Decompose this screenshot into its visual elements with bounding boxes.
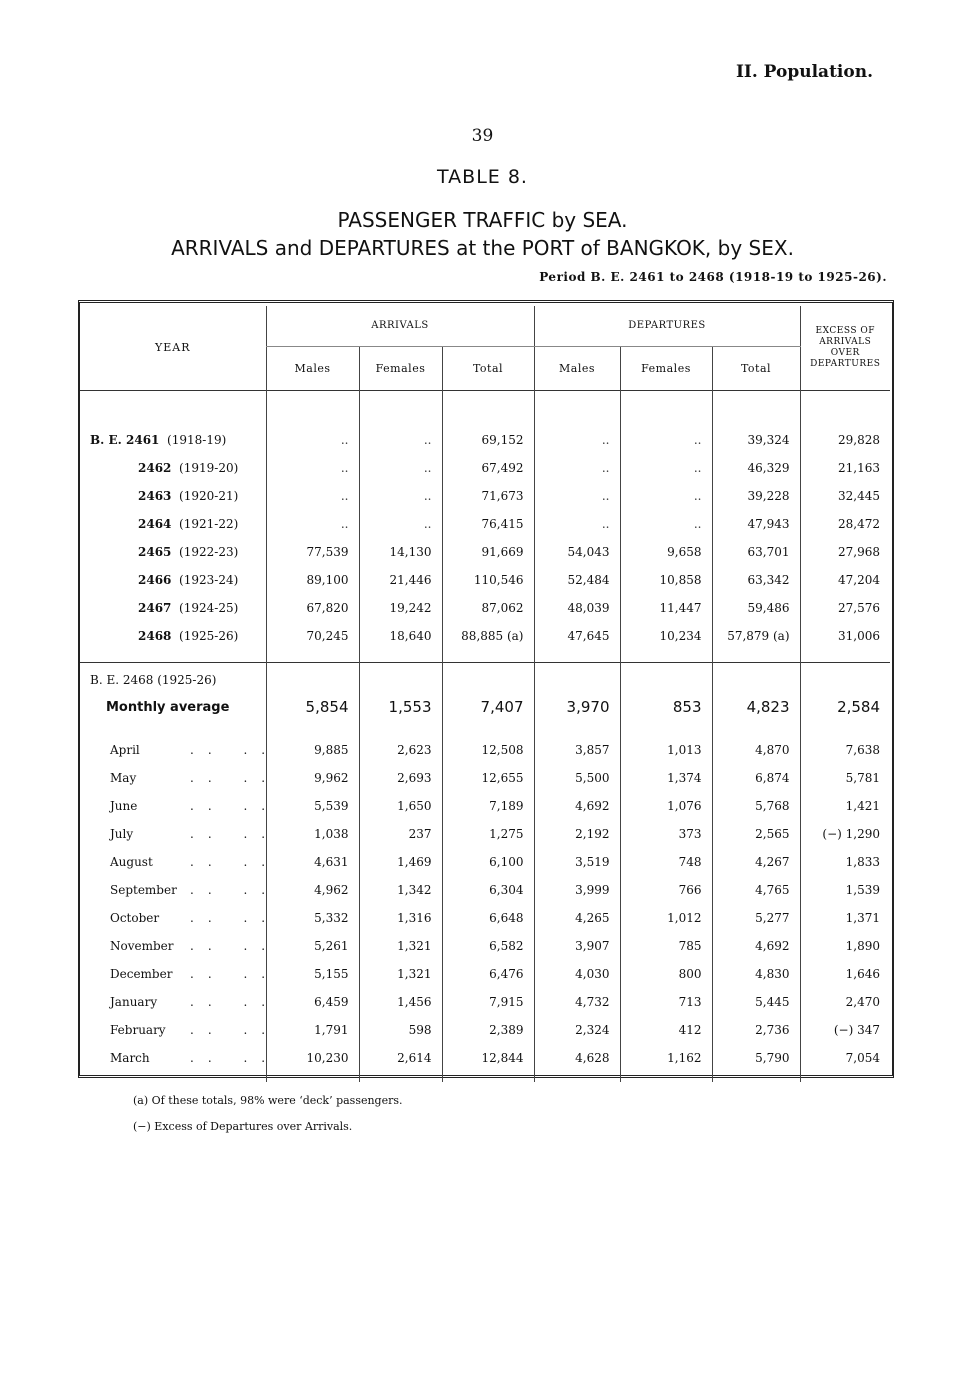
departures-males: 5,500 xyxy=(534,764,620,792)
departures-females: .. xyxy=(620,426,712,454)
arrivals-total: 1,275 xyxy=(442,820,534,848)
arrivals-males: .. xyxy=(266,510,359,538)
monthly-year-label: B. E. 2468 (1925-26) xyxy=(80,662,266,692)
departures-males: 4,265 xyxy=(534,904,620,932)
arrivals-males: 77,539 xyxy=(266,538,359,566)
excess-header-line3: OVER xyxy=(830,347,860,358)
month-label: June xyxy=(110,799,138,813)
page-number: 39 xyxy=(471,126,494,146)
departures-males: 54,043 xyxy=(534,538,620,566)
month-label: January xyxy=(110,995,158,1009)
leader-dots: .. .. xyxy=(190,743,280,757)
monthly-rows xyxy=(80,662,890,736)
annual-rows xyxy=(80,390,890,662)
excess-header xyxy=(800,306,890,390)
arrivals-males: 67,820 xyxy=(266,594,359,622)
departures-females: 785 xyxy=(620,932,712,960)
arrivals-females: 2,693 xyxy=(359,764,442,792)
leader-dots: .. .. xyxy=(190,883,280,897)
arrivals-males: 70,245 xyxy=(266,622,359,650)
excess-value: 27,576 xyxy=(800,594,890,622)
year-label: 2465 (1922-23) xyxy=(138,545,239,559)
departures-females: 748 xyxy=(620,848,712,876)
table-row xyxy=(80,538,890,566)
arrivals-males: 5,155 xyxy=(266,960,359,988)
arrivals-total: 69,152 xyxy=(442,426,534,454)
month-label: April xyxy=(110,743,140,757)
departures-total: 4,870 xyxy=(712,736,800,764)
departures-males: 4,628 xyxy=(534,1044,620,1072)
departures-females: 11,447 xyxy=(620,594,712,622)
arrivals-males: 5,539 xyxy=(266,792,359,820)
arrivals-females: 14,130 xyxy=(359,538,442,566)
departures-total: 5,768 xyxy=(712,792,800,820)
month-label: May xyxy=(110,771,137,785)
arrivals-total: 6,100 xyxy=(442,848,534,876)
arrivals-females: 19,242 xyxy=(359,594,442,622)
year-column-header: YEAR xyxy=(154,341,191,355)
departures-males: 47,645 xyxy=(534,622,620,650)
excess-value: 31,006 xyxy=(800,622,890,650)
month-label-cell xyxy=(80,988,280,1016)
departures-total: 57,879 (a) xyxy=(712,622,800,650)
departures-females: 412 xyxy=(620,1016,712,1044)
arrivals-males: .. xyxy=(266,426,359,454)
excess-header-line4: DEPARTURES xyxy=(810,358,881,369)
departures-males: 4,692 xyxy=(534,792,620,820)
table-row xyxy=(80,482,890,510)
excess-value: 1,890 xyxy=(800,932,890,960)
departures-total: 5,790 xyxy=(712,1044,800,1072)
footnotes xyxy=(133,1088,403,1140)
departures-males: .. xyxy=(534,482,620,510)
leader-dots: .. .. xyxy=(190,911,280,925)
arrivals-females: 1,342 xyxy=(359,876,442,904)
arrivals-males: 5,261 xyxy=(266,932,359,960)
month-row xyxy=(80,904,890,932)
month-label-cell xyxy=(80,932,280,960)
footnote-a: (a) Of these totals, 98% were ‘deck’ passengers. xyxy=(133,1094,403,1107)
avg-arrivals-females: 1,553 xyxy=(359,692,442,722)
departures-total: 59,486 xyxy=(712,594,800,622)
departures-males: .. xyxy=(534,454,620,482)
year-label: 2466 (1923-24) xyxy=(138,573,239,587)
month-label-cell xyxy=(80,1044,280,1072)
month-label: February xyxy=(110,1023,166,1037)
arrivals-total: 7,915 xyxy=(442,988,534,1016)
arrivals-females-header: Females xyxy=(359,346,442,390)
month-row xyxy=(80,876,890,904)
excess-value: 2,470 xyxy=(800,988,890,1016)
arrivals-males: 10,230 xyxy=(266,1044,359,1072)
excess-value: 5,781 xyxy=(800,764,890,792)
year-label: 2463 (1920-21) xyxy=(138,489,239,503)
arrivals-total: 91,669 xyxy=(442,538,534,566)
departures-total: 46,329 xyxy=(712,454,800,482)
excess-value: 1,421 xyxy=(800,792,890,820)
departures-males: 2,192 xyxy=(534,820,620,848)
departures-total: 47,943 xyxy=(712,510,800,538)
month-label: December xyxy=(110,967,173,981)
excess-value: 1,833 xyxy=(800,848,890,876)
departures-total: 2,565 xyxy=(712,820,800,848)
arrivals-males: 9,885 xyxy=(266,736,359,764)
departures-males: 3,519 xyxy=(534,848,620,876)
departures-males: 4,030 xyxy=(534,960,620,988)
departures-males: 3,857 xyxy=(534,736,620,764)
month-label-cell xyxy=(80,848,280,876)
departures-total: 39,324 xyxy=(712,426,800,454)
departures-total: 6,874 xyxy=(712,764,800,792)
departures-males: 48,039 xyxy=(534,594,620,622)
departures-females: 373 xyxy=(620,820,712,848)
departures-males-header: Males xyxy=(534,346,620,390)
arrivals-females: 18,640 xyxy=(359,622,442,650)
arrivals-females: 598 xyxy=(359,1016,442,1044)
month-row xyxy=(80,1016,890,1044)
arrivals-females: .. xyxy=(359,510,442,538)
footnote-minus: (−) Excess of Departures over Arrivals. xyxy=(133,1120,353,1133)
departures-total: 63,342 xyxy=(712,566,800,594)
excess-value: (−) 347 xyxy=(800,1016,890,1044)
departures-males: .. xyxy=(534,426,620,454)
month-label-cell xyxy=(80,876,280,904)
departures-females: 10,858 xyxy=(620,566,712,594)
month-list xyxy=(80,736,890,1082)
excess-value: 1,371 xyxy=(800,904,890,932)
table-row xyxy=(80,426,890,454)
arrivals-females: 1,321 xyxy=(359,960,442,988)
arrivals-total: 6,304 xyxy=(442,876,534,904)
excess-value: 7,638 xyxy=(800,736,890,764)
departures-females: 1,076 xyxy=(620,792,712,820)
arrivals-females: 1,316 xyxy=(359,904,442,932)
excess-value: (−) 1,290 xyxy=(800,820,890,848)
excess-value: 7,054 xyxy=(800,1044,890,1072)
departures-total: 63,701 xyxy=(712,538,800,566)
departures-header: DEPARTURES xyxy=(534,306,800,346)
arrivals-females: .. xyxy=(359,426,442,454)
arrivals-males: 1,038 xyxy=(266,820,359,848)
table-row xyxy=(80,622,890,650)
table-row xyxy=(80,566,890,594)
table-row xyxy=(80,594,890,622)
departures-females: 800 xyxy=(620,960,712,988)
departures-females: 766 xyxy=(620,876,712,904)
arrivals-females: 1,321 xyxy=(359,932,442,960)
leader-dots: .. .. xyxy=(190,1023,280,1037)
arrivals-females: 2,623 xyxy=(359,736,442,764)
month-row xyxy=(80,820,890,848)
departures-total: 4,692 xyxy=(712,932,800,960)
year-label: 2467 (1924-25) xyxy=(138,601,239,615)
leader-dots: .. .. xyxy=(190,799,280,813)
departures-males: .. xyxy=(534,510,620,538)
arrivals-total: 76,415 xyxy=(442,510,534,538)
arrivals-total: 12,655 xyxy=(442,764,534,792)
arrivals-total: 2,389 xyxy=(442,1016,534,1044)
arrivals-females: 237 xyxy=(359,820,442,848)
arrivals-total: 67,492 xyxy=(442,454,534,482)
month-row xyxy=(80,848,890,876)
table-number: TABLE 8. xyxy=(437,166,528,188)
departures-total: 5,445 xyxy=(712,988,800,1016)
table-title: PASSENGER TRAFFIC by SEA. xyxy=(337,208,628,232)
departures-total: 4,830 xyxy=(712,960,800,988)
arrivals-total: 12,844 xyxy=(442,1044,534,1072)
arrivals-total-header: Total xyxy=(442,346,534,390)
leader-dots: .. .. xyxy=(190,995,280,1009)
arrivals-males: 4,962 xyxy=(266,876,359,904)
arrivals-total: 71,673 xyxy=(442,482,534,510)
excess-value: 47,204 xyxy=(800,566,890,594)
month-row xyxy=(80,988,890,1016)
excess-value: 1,539 xyxy=(800,876,890,904)
arrivals-males: 9,962 xyxy=(266,764,359,792)
leader-dots: .. .. xyxy=(190,771,280,785)
month-label-cell xyxy=(80,820,280,848)
arrivals-total: 6,476 xyxy=(442,960,534,988)
month-row xyxy=(80,792,890,820)
departures-males: 3,907 xyxy=(534,932,620,960)
arrivals-total: 12,508 xyxy=(442,736,534,764)
avg-departures-males: 3,970 xyxy=(534,692,620,722)
month-label: July xyxy=(110,827,134,841)
avg-arrivals-males: 5,854 xyxy=(266,692,359,722)
arrivals-total: 7,189 xyxy=(442,792,534,820)
arrivals-total: 88,885 (a) xyxy=(442,622,534,650)
month-row xyxy=(80,764,890,792)
monthly-average-row xyxy=(80,692,890,722)
arrivals-females: 2,614 xyxy=(359,1044,442,1072)
table-row xyxy=(80,510,890,538)
month-row xyxy=(80,1044,890,1072)
departures-total: 5,277 xyxy=(712,904,800,932)
excess-value: 1,646 xyxy=(800,960,890,988)
arrivals-males-header: Males xyxy=(266,346,359,390)
leader-dots: .. .. xyxy=(190,939,280,953)
arrivals-males: 5,332 xyxy=(266,904,359,932)
avg-departures-females: 853 xyxy=(620,692,712,722)
month-label-cell xyxy=(80,736,280,764)
arrivals-males: .. xyxy=(266,482,359,510)
arrivals-total: 110,546 xyxy=(442,566,534,594)
departures-females: 9,658 xyxy=(620,538,712,566)
year-label: 2464 (1921-22) xyxy=(138,517,239,531)
departures-total: 4,765 xyxy=(712,876,800,904)
arrivals-females: 1,650 xyxy=(359,792,442,820)
year-label: 2462 (1919-20) xyxy=(138,461,239,475)
departures-females: .. xyxy=(620,482,712,510)
arrivals-header: ARRIVALS xyxy=(266,306,534,346)
arrivals-males: .. xyxy=(266,454,359,482)
month-label: August xyxy=(110,855,153,869)
arrivals-females: 21,446 xyxy=(359,566,442,594)
month-row xyxy=(80,960,890,988)
departures-females: .. xyxy=(620,454,712,482)
excess-value: 21,163 xyxy=(800,454,890,482)
avg-arrivals-total: 7,407 xyxy=(442,692,534,722)
departures-females: 1,162 xyxy=(620,1044,712,1072)
month-label: November xyxy=(110,939,174,953)
table-subtitle: ARRIVALS and DEPARTURES at the PORT of BANGKOK, by SEX. xyxy=(171,236,794,260)
avg-departures-total: 4,823 xyxy=(712,692,800,722)
departures-females: 1,012 xyxy=(620,904,712,932)
departures-females: .. xyxy=(620,510,712,538)
arrivals-males: 4,631 xyxy=(266,848,359,876)
excess-header-line1: EXCESS OF xyxy=(815,325,875,336)
month-label: March xyxy=(110,1051,150,1065)
year-label: 2468 (1925-26) xyxy=(138,629,239,643)
excess-value: 27,968 xyxy=(800,538,890,566)
departures-females: 10,234 xyxy=(620,622,712,650)
month-row xyxy=(80,932,890,960)
month-label-cell xyxy=(80,960,280,988)
month-label-cell xyxy=(80,792,280,820)
arrivals-males: 6,459 xyxy=(266,988,359,1016)
departures-males: 2,324 xyxy=(534,1016,620,1044)
departures-females-header: Females xyxy=(620,346,712,390)
month-label: September xyxy=(110,883,177,897)
departures-females: 713 xyxy=(620,988,712,1016)
monthly-average-label: Monthly average xyxy=(106,699,230,715)
departures-total: 2,736 xyxy=(712,1016,800,1044)
leader-dots: .. .. xyxy=(190,855,280,869)
month-label-cell xyxy=(80,904,280,932)
avg-excess: 2,584 xyxy=(800,692,890,722)
departures-males: 52,484 xyxy=(534,566,620,594)
excess-header-line2: ARRIVALS xyxy=(819,336,872,347)
departures-total: 39,228 xyxy=(712,482,800,510)
departures-total: 4,267 xyxy=(712,848,800,876)
arrivals-females: 1,469 xyxy=(359,848,442,876)
period-note: Period B. E. 2461 to 2468 (1918-19 to 1925-26). xyxy=(539,270,887,284)
traffic-table xyxy=(80,306,890,1082)
departures-females: 1,013 xyxy=(620,736,712,764)
departures-males: 3,999 xyxy=(534,876,620,904)
arrivals-females: 1,456 xyxy=(359,988,442,1016)
leader-dots: .. .. xyxy=(190,827,280,841)
arrivals-males: 1,791 xyxy=(266,1016,359,1044)
month-label-cell xyxy=(80,764,280,792)
departures-males: 4,732 xyxy=(534,988,620,1016)
table-row xyxy=(80,454,890,482)
departures-females: 1,374 xyxy=(620,764,712,792)
arrivals-total: 6,648 xyxy=(442,904,534,932)
leader-dots: .. .. xyxy=(190,1051,280,1065)
departures-total-header: Total xyxy=(712,346,800,390)
arrivals-total: 6,582 xyxy=(442,932,534,960)
arrivals-total: 87,062 xyxy=(442,594,534,622)
arrivals-females: .. xyxy=(359,482,442,510)
arrivals-males: 89,100 xyxy=(266,566,359,594)
excess-value: 32,445 xyxy=(800,482,890,510)
month-label: October xyxy=(110,911,160,925)
month-label-cell xyxy=(80,1016,280,1044)
excess-value: 28,472 xyxy=(800,510,890,538)
excess-value: 29,828 xyxy=(800,426,890,454)
year-label: B. E. 2461 (1918-19) xyxy=(90,433,227,447)
leader-dots: .. .. xyxy=(190,967,280,981)
section-heading: II. Population. xyxy=(735,62,873,82)
arrivals-females: .. xyxy=(359,454,442,482)
month-row xyxy=(80,736,890,764)
